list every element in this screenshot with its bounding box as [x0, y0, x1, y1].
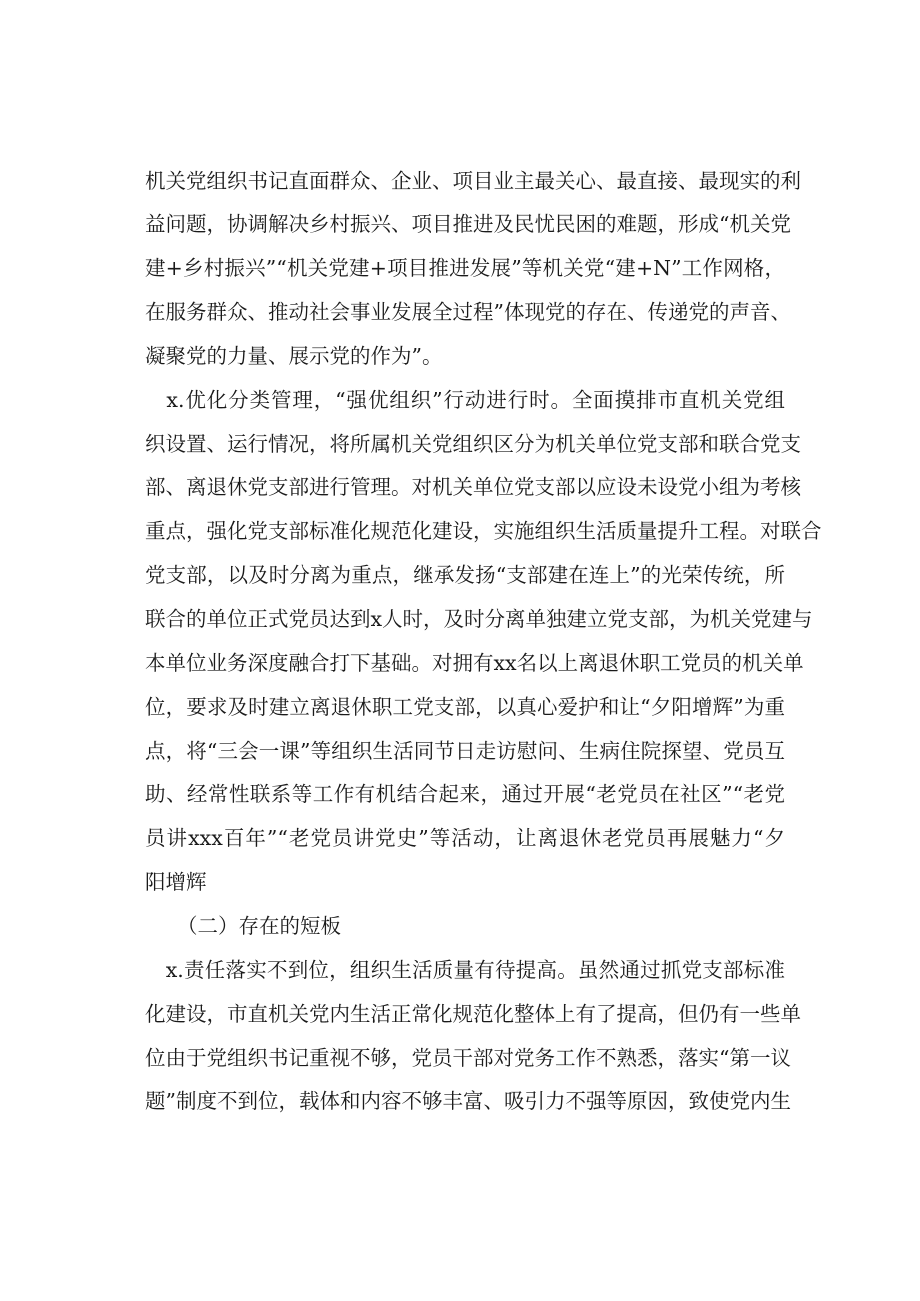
paragraph-line: 建+乡村振兴”“机关党建+项目推进发展”等机关党“建+N”工作网格， — [145, 256, 785, 280]
paragraph-line: 员讲xxx百年”“老党员讲党史”等活动，让离退休老党员再展魅力“夕 — [145, 826, 785, 850]
paragraph-line: 题”制度不到位，载体和内容不够丰富、吸引力不强等原因，致使党内生 — [145, 1089, 791, 1113]
paragraph-line: 织设置、运行情况，将所属机关党组织区分为机关单位党支部和联合党支 — [145, 432, 801, 456]
paragraph-line: 党支部，以及时分离为重点，继承发扬“支部建在连上”的光荣传统，所 — [145, 563, 785, 587]
section-heading: （二）存在的短板 — [177, 914, 341, 938]
paragraph-line: 点，将“三会一课”等组织生活同节日走访慰问、生病住院探望、党员互 — [145, 739, 785, 763]
paragraph-line: 在服务群众、推动社会事业发展全过程”体现党的存在、传递党的声音、 — [145, 300, 791, 324]
paragraph-line: 助、经常性联系等工作有机结合起来，通过开展“老党员在社区”“老党 — [145, 782, 785, 806]
paragraph-line: 位，要求及时建立离退休职工党支部，以真心爱护和让“夕阳增辉”为重 — [145, 695, 785, 719]
paragraph-line: 部、离退休党支部进行管理。对机关单位党支部以应设未设党小组为考核 — [145, 475, 801, 499]
paragraph-line: 机关党组织书记直面群众、企业、项目业主最关心、最直接、最现实的利 — [145, 169, 801, 193]
paragraph-line: 联合的单位正式党员达到x人时，及时分离单独建立党支部，为机关党建与 — [145, 607, 813, 631]
paragraph-line: 本单位业务深度融合打下基础。对拥有xx名以上离退休职工党员的机关单 — [145, 651, 804, 675]
paragraph-line: 位由于党组织书记重视不够，党员干部对党务工作不熟悉，落实“第一议 — [145, 1046, 791, 1070]
paragraph-line: 阳增辉 — [145, 870, 207, 894]
paragraph-line: x.优化分类管理，“强优组织”行动进行时。全面摸排市直机关党组 — [145, 388, 785, 412]
paragraph-line: 益问题，协调解决乡村振兴、项目推进及民忧民困的难题，形成“机关党 — [145, 212, 791, 236]
paragraph-line: 凝聚党的力量、展示党的作为”。 — [145, 344, 443, 368]
paragraph-line: x.责任落实不到位，组织生活质量有待提高。虽然通过抓党支部标准 — [145, 958, 785, 982]
paragraph-line: 重点，强化党支部标准化规范化建设，实施组织生活质量提升工程。对联合 — [145, 519, 822, 543]
paragraph-line: 化建设，市直机关党内生活正常化规范化整体上有了提高，但仍有一些单 — [145, 1002, 801, 1026]
